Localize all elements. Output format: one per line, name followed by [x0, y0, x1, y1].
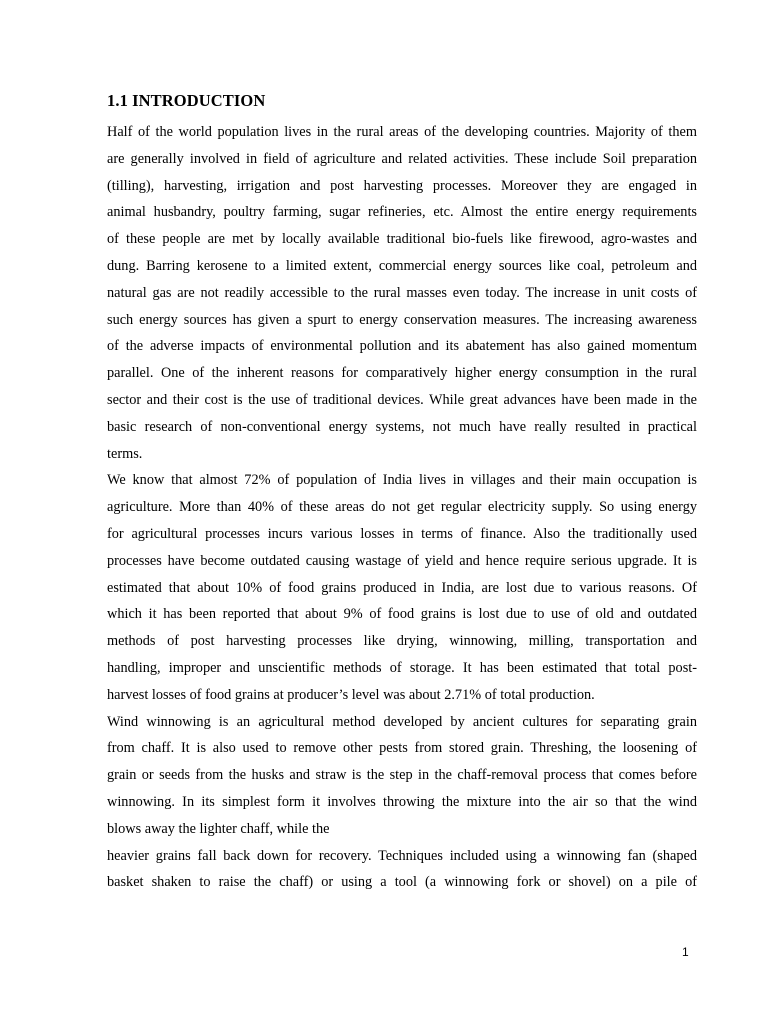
text-line: grain or seeds from the husks and straw is the step in the chaff-removal process that comes before — [107, 767, 697, 784]
text-line: are generally involved in field of agriculture and related activities. These include Soil preparation — [107, 150, 697, 167]
text-line: which it has been reported that about 9% of food grains is lost due to use of old and outdated — [107, 606, 697, 623]
text-line: handling, improper and unscientific methods of storage. It has been estimated that total post- — [107, 659, 697, 676]
text-line: basic research of non-conventional energy systems, not much have really resulted in practical — [107, 418, 697, 435]
text-line: sector and their cost is the use of traditional devices. While great advances have been made in the — [107, 391, 697, 408]
section-heading: 1.1 INTRODUCTION — [107, 91, 266, 110]
text-line: basket shaken to raise the chaff) or using a tool (a winnowing fork or shovel) on a pile of — [107, 874, 697, 891]
text-line: parallel. One of the inherent reasons for comparatively higher energy consumption in the rural — [107, 365, 697, 382]
body-text — [107, 119, 697, 896]
page-number: 1 — [682, 945, 689, 959]
text-line: dung. Barring kerosene to a limited extent, commercial energy sources like coal, petroleum and — [107, 257, 697, 274]
text-line: We know that almost 72% of population of India lives in villages and their main occupation is — [107, 472, 697, 489]
text-line: such energy sources has given a spurt to energy conservation measures. The increasing awareness — [107, 311, 697, 328]
text-line: from chaff. It is also used to remove other pests from stored grain. Threshing, the loosening of — [107, 740, 697, 757]
text-line: animal husbandry, poultry farming, sugar refineries, etc. Almost the entire energy requirements — [107, 204, 697, 221]
text-line: processes have become outdated causing wastage of yield and hence require serious upgrade. It is — [107, 552, 697, 569]
text-line: terms. — [107, 445, 143, 462]
text-line: (tilling), harvesting, irrigation and post harvesting processes. Moreover they are engaged in — [107, 177, 697, 194]
text-line: agriculture. More than 40% of these areas do not get regular electricity supply. So using energy — [107, 499, 697, 516]
text-line: Half of the world population lives in the rural areas of the developing countries. Majority of them — [107, 124, 697, 140]
text-line: winnowing. In its simplest form it involves throwing the mixture into the air so that the wind — [107, 793, 697, 810]
text-line: of these people are met by locally available traditional bio-fuels like firewood, agro-wastes and — [107, 231, 697, 248]
text-line: methods of post harvesting processes like drying, winnowing, milling, transportation and — [107, 633, 697, 650]
text-line: harvest losses of food grains at producer’s level was about 2.71% of total production. — [107, 686, 595, 703]
text-line: estimated that about 10% of food grains produced in India, are lost due to various reasons. Of — [107, 579, 697, 596]
text-line: heavier grains fall back down for recovery. Techniques included using a winnowing fan (shaped — [107, 847, 697, 864]
text-line: of the adverse impacts of environmental pollution and its abatement has also gained momentum — [107, 338, 697, 355]
text-line: natural gas are not readily accessible to the rural masses even today. The increase in unit costs of — [107, 284, 697, 301]
text-line: blows away the lighter chaff, while the — [107, 820, 330, 837]
text-line: for agricultural processes incurs various losses in terms of finance. Also the traditionally used — [107, 525, 697, 542]
text-line: Wind winnowing is an agricultural method developed by ancient cultures for separating grain — [107, 713, 697, 730]
